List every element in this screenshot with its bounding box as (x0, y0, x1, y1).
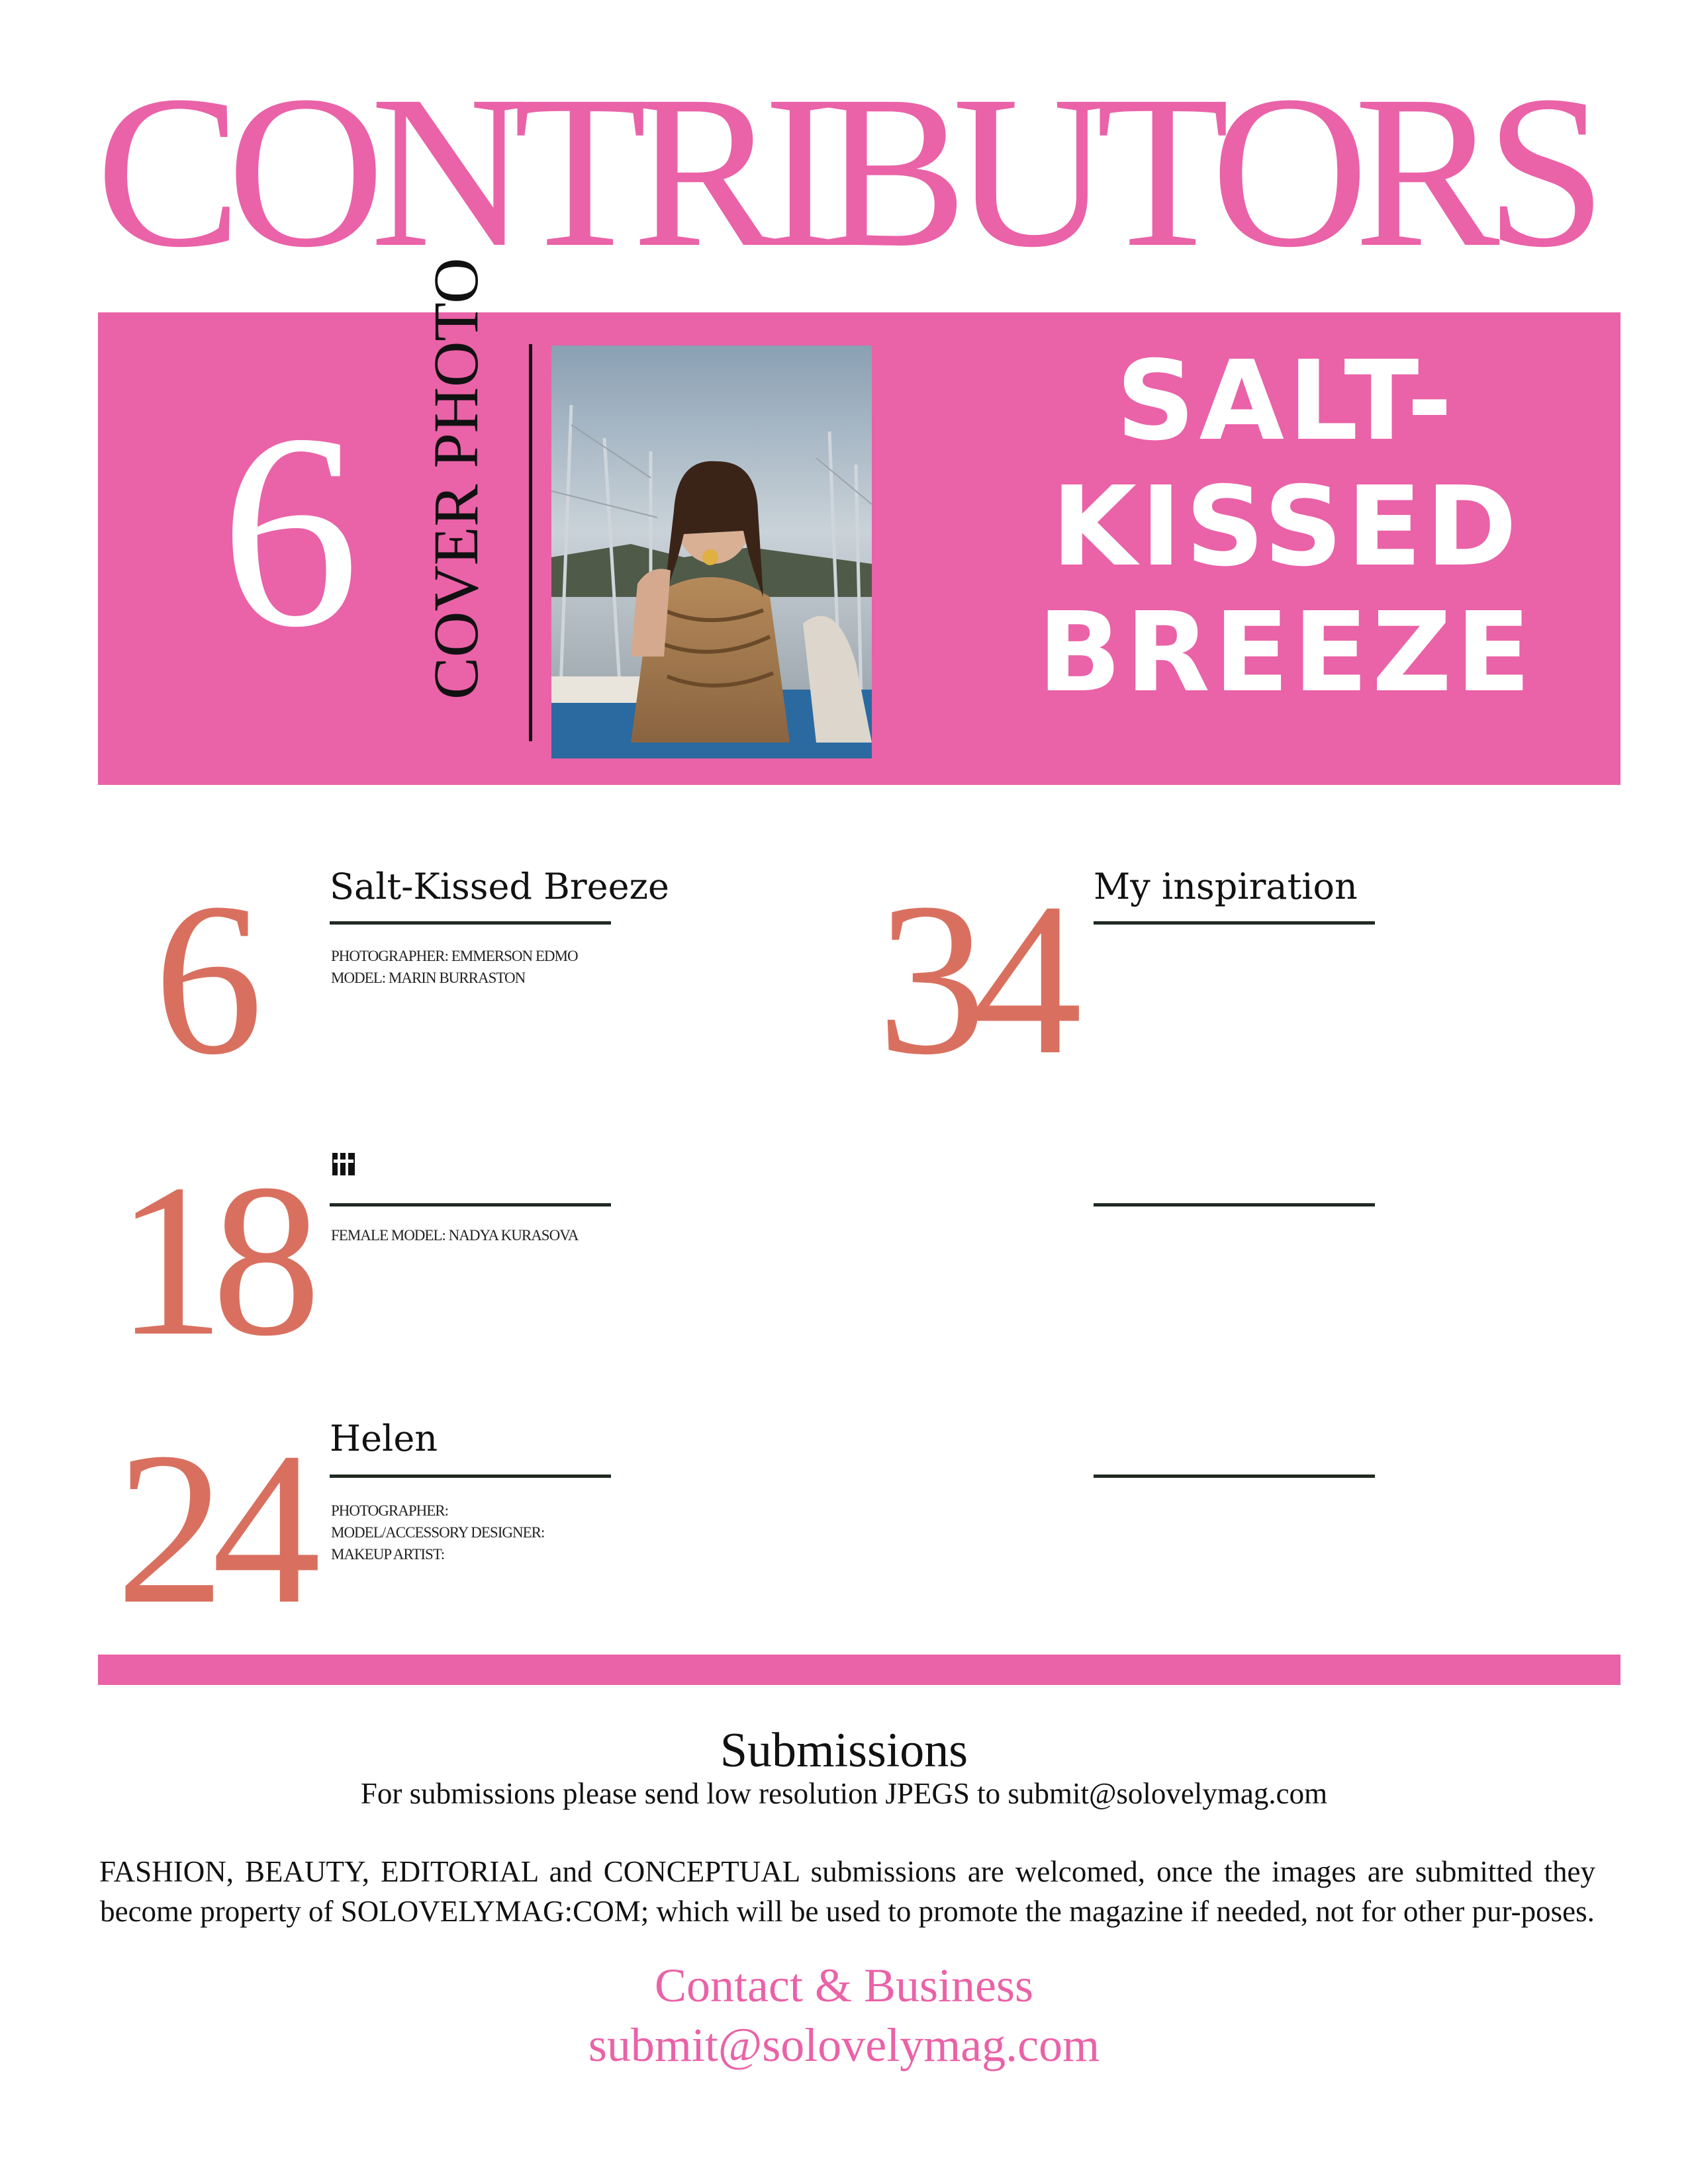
entry-rule (330, 921, 611, 925)
page-title: CONTRIBUTORS (95, 51, 1593, 293)
credit-line: PHOTOGRAPHER: (331, 1502, 448, 1519)
entry-rule (330, 1475, 611, 1478)
contact-email-link[interactable]: submit@solovelymag.com (588, 2019, 1100, 2071)
cover-banner (98, 257, 1620, 785)
entry-title: My inspiration (1094, 866, 1358, 907)
cover-photo-label: COVER PHOTO (420, 257, 491, 700)
credit-line: MODEL/ACCESSORY DESIGNER: (331, 1524, 545, 1541)
cover-headline (959, 339, 1614, 716)
submissions-terms: FASHION, BEAUTY, EDITORIAL and CONCEPTUAL submissions are welcomed, once the images are submitted they become property of SOLOVELYMAG:COM; which will be used to promote the magazine if needed, not for other pur-poses. (99, 1855, 1595, 1928)
credit-line: PHOTOGRAPHER: EMMERSON EDMO (331, 948, 578, 964)
credit-line: FEMALE MODEL: NADYA KURASOVA (331, 1227, 579, 1244)
entry-credits (331, 1500, 544, 1565)
entry-title: Salt-Kissed Breeze (330, 866, 669, 907)
credit-line: MODEL: MARIN BURRASTON (331, 970, 526, 986)
cover-headline-line: SALT- (1115, 338, 1457, 465)
submissions-instructions: For submissions please send low resolution JPEGS to submit@solovelymag.com (360, 1777, 1328, 1810)
entry-page-number: 24 (116, 1408, 308, 1649)
cover-headline-line: KISSED (1051, 463, 1521, 591)
entry-page-number: 34 (877, 858, 1069, 1100)
contact-heading: Contact & Business (655, 1959, 1033, 2012)
entry-page-number: 18 (116, 1140, 308, 1381)
entry-title: Helen (330, 1418, 438, 1459)
entry-credits (331, 945, 578, 989)
empty-entry-rule (1094, 1203, 1375, 1206)
entry-credits (331, 1224, 578, 1246)
cover-headline-line: BREEZE (1037, 589, 1535, 717)
empty-entry-rule (1094, 1475, 1375, 1478)
credit-line: MAKEUP ARTIST: (331, 1546, 445, 1563)
submissions-heading: Submissions (720, 1723, 968, 1778)
entry-page-number: 6 (154, 858, 263, 1100)
entry-rule (330, 1203, 611, 1206)
bottom-divider-bar (98, 1655, 1620, 1685)
cover-page-number: 6 (220, 377, 359, 684)
garbled-title-glyph (331, 1150, 357, 1177)
entry-rule (1094, 921, 1375, 925)
banner-divider (529, 344, 532, 741)
cover-photo (551, 345, 872, 758)
